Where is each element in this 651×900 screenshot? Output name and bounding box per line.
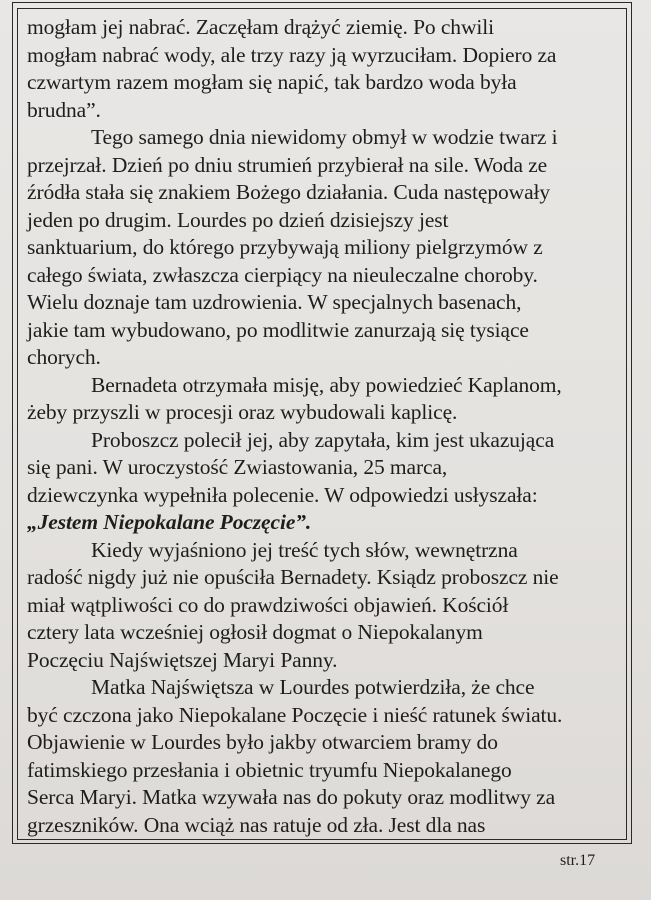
text-line: przejrzał. Dzień po dniu strumień przybierał na sile. Woda ze: [27, 152, 548, 177]
text-line: radość nigdy już nie opuściła Bernadety. Ksiądz proboszcz nie: [27, 565, 559, 589]
text-line: mogłam nabrać wody, ale trzy razy ją wyrzuciłam. Dopiero za: [27, 42, 557, 67]
text-line: Serca Maryi. Matka wzywała nas do pokuty oraz modlitwy za: [27, 785, 556, 809]
text-line: „Jestem Niepokalane Poczęcie”.: [27, 510, 312, 534]
text-line: Poczęciu Najświętszej Maryi Panny.: [27, 647, 338, 672]
text-line: Objawienie w Lourdes było jakby otwarciem bramy do: [27, 730, 498, 754]
page-number: str.17: [560, 852, 596, 869]
text-line: grzeszników. Ona wciąż nas ratuje od zła. Jest dla nas: [27, 812, 486, 837]
text-line: cztery lata wcześniej ogłosił dogmat o Niepokalanym: [27, 620, 483, 644]
text-line: czwartym razem mogłam się napić, tak bardzo woda była: [27, 70, 517, 94]
page-body-text: [27, 14, 623, 839]
text-line: dziewczynka wypełniła polecenie. W odpowiedzi usłyszała:: [27, 482, 538, 507]
text-line: jakie tam wybudowano, po modlitwie zanurzają się tysiące: [27, 317, 529, 342]
text-line: Kiedy wyjaśniono jej treść tych słów, wewnętrzna: [91, 537, 518, 562]
text-line: Proboszcz polecił jej, aby zapytała, kim jest ukazująca: [91, 427, 555, 452]
text-line: sanktuarium, do którego przybywają miliony pielgrzymów z: [27, 235, 543, 259]
text-line: źródła stała się znakiem Bożego działania. Cuda następowały: [27, 180, 551, 204]
text-line: fatimskiego przesłania i obietnic tryumfu Niepokalanego: [27, 757, 512, 782]
text-line: być czczona jako Niepokalane Poczęcie i nieść ratunek światu.: [27, 702, 563, 727]
text-line: się pani. W uroczystość Zwiastowania, 25 marca,: [27, 455, 448, 479]
text-line: Matka Najświętsza w Lourdes potwierdziła, że chce: [91, 675, 535, 699]
text-line: mogłam jej nabrać. Zaczęłam drążyć ziemię. Po chwili: [27, 15, 494, 39]
text-line: Bernadeta otrzymała misję, aby powiedzieć Kaplanom,: [91, 372, 562, 397]
text-line: całego świata, zwłaszcza cierpiący na nieuleczalne choroby.: [27, 262, 538, 287]
text-line: żeby przyszli w procesji oraz wybudowali kaplicę.: [27, 400, 458, 424]
text-line: jeden po drugim. Lourdes po dzień dzisiejszy jest: [27, 207, 449, 232]
text-line: chorych.: [27, 345, 101, 369]
text-line: Wielu doznaje tam uzdrowienia. W specjalnych basenach,: [27, 290, 522, 314]
text-line: brudna”.: [27, 97, 101, 122]
text-line: miał wątpliwości co do prawdziwości objawień. Kościół: [27, 592, 509, 617]
text-line: Tego samego dnia niewidomy obmył w wodzie twarz i: [91, 125, 558, 149]
